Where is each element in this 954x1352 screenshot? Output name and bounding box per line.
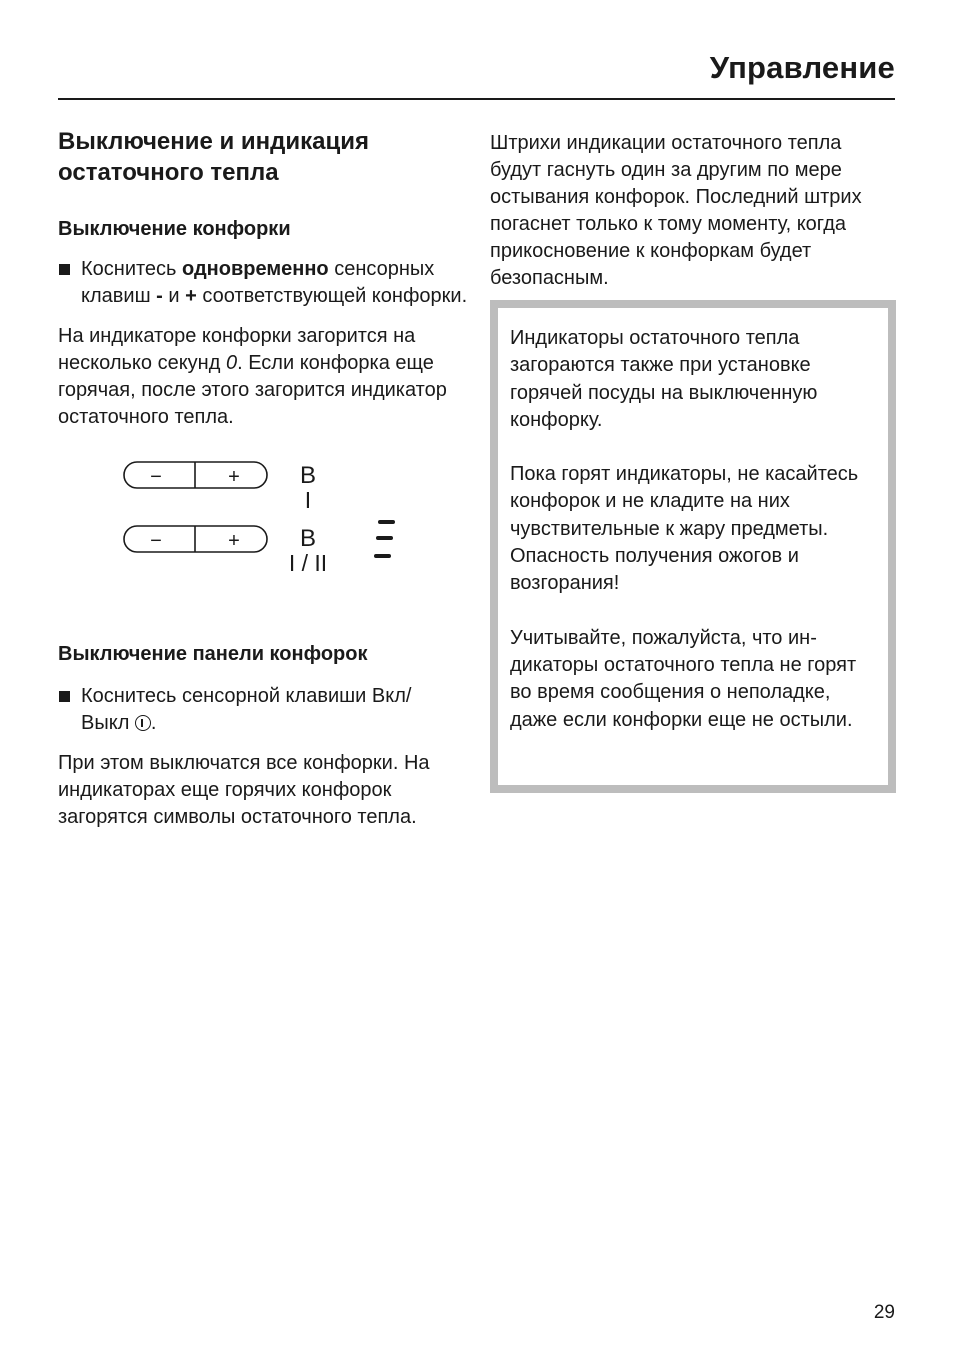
notice-paragraph-3: Учитывайте, пожалуйста, что индикаторы остаточного тепла не горят во время сообщения о неполадке, даже если конфорки еще не остыли. bbox=[510, 626, 857, 731]
burner-symbol-row1: B bbox=[299, 462, 317, 489]
power-icon bbox=[135, 715, 151, 731]
control-diagram-svg bbox=[58, 458, 468, 588]
notice-paragraph-2: Пока горят индикаторы, не касайтесь конфорок и не кладите на них чувствительные к жару предметы. bbox=[510, 463, 859, 540]
left-column bbox=[58, 126, 468, 831]
bullet-text: Коснитесь сенсорной клавиши Вкл/Выкл . bbox=[81, 685, 412, 734]
right-column bbox=[490, 130, 896, 292]
minus-key-row2: − bbox=[150, 530, 162, 552]
level-label-row2: I / II bbox=[288, 550, 328, 576]
notice-paragraph-1: Индикаторы остаточного тепла загораются также при установке горячей посуды на выключенную конфорку. bbox=[510, 327, 818, 431]
page-title: Управление bbox=[709, 50, 895, 85]
minus-key-row1: − bbox=[150, 466, 162, 488]
control-diagram bbox=[58, 458, 468, 618]
paragraph-bars-fade: Штрихи индикации остаточного тепла будут гаснуть один за другим по мере остывания конфорок. Последний штрих погаснет только к тому моменту, когда прикосновение к конфоркам будет безопасным. bbox=[490, 132, 862, 289]
bullet-square-icon bbox=[59, 691, 70, 702]
residual-heat-bars-icon bbox=[374, 520, 395, 558]
header-divider bbox=[58, 98, 895, 100]
bullet-touch-both-keys bbox=[58, 256, 476, 310]
bullet-text: Коснитесь одновременно сенсорных клавиш - и + соответствующей конфорки. bbox=[81, 258, 468, 307]
plus-key-row1: + bbox=[228, 466, 240, 488]
bullet-square-icon bbox=[59, 264, 70, 275]
burner-symbol-row2: B bbox=[299, 525, 317, 552]
notice-danger-line: Опасность получения ожогов и возгорания! bbox=[510, 545, 799, 595]
paragraph-panel-off: При этом выключатся все конфорки. На индикаторах еще горячих конфорок загорятся символы остаточного тепла. bbox=[58, 752, 430, 828]
digit-zero-symbol: 0 bbox=[225, 352, 238, 374]
section-title: Выключение и индикация остаточного тепла bbox=[58, 128, 370, 186]
paragraph-indicator: На индикаторе конфорки загорится на несколько секунд 0. Если конфорка еще горячая, после этого загорится индикатор остаточного тепла. bbox=[58, 325, 447, 428]
warning-notice-box bbox=[490, 300, 896, 793]
plus-key-row2: + bbox=[228, 530, 240, 552]
page-number: 29 bbox=[873, 1302, 895, 1323]
bullet-touch-power-key bbox=[58, 683, 476, 737]
level-label-row1: I bbox=[304, 487, 312, 513]
subheading-panel-off: Выключение панели конфорок bbox=[58, 643, 368, 665]
subheading-burner-off: Выключение конфорки bbox=[58, 218, 291, 240]
